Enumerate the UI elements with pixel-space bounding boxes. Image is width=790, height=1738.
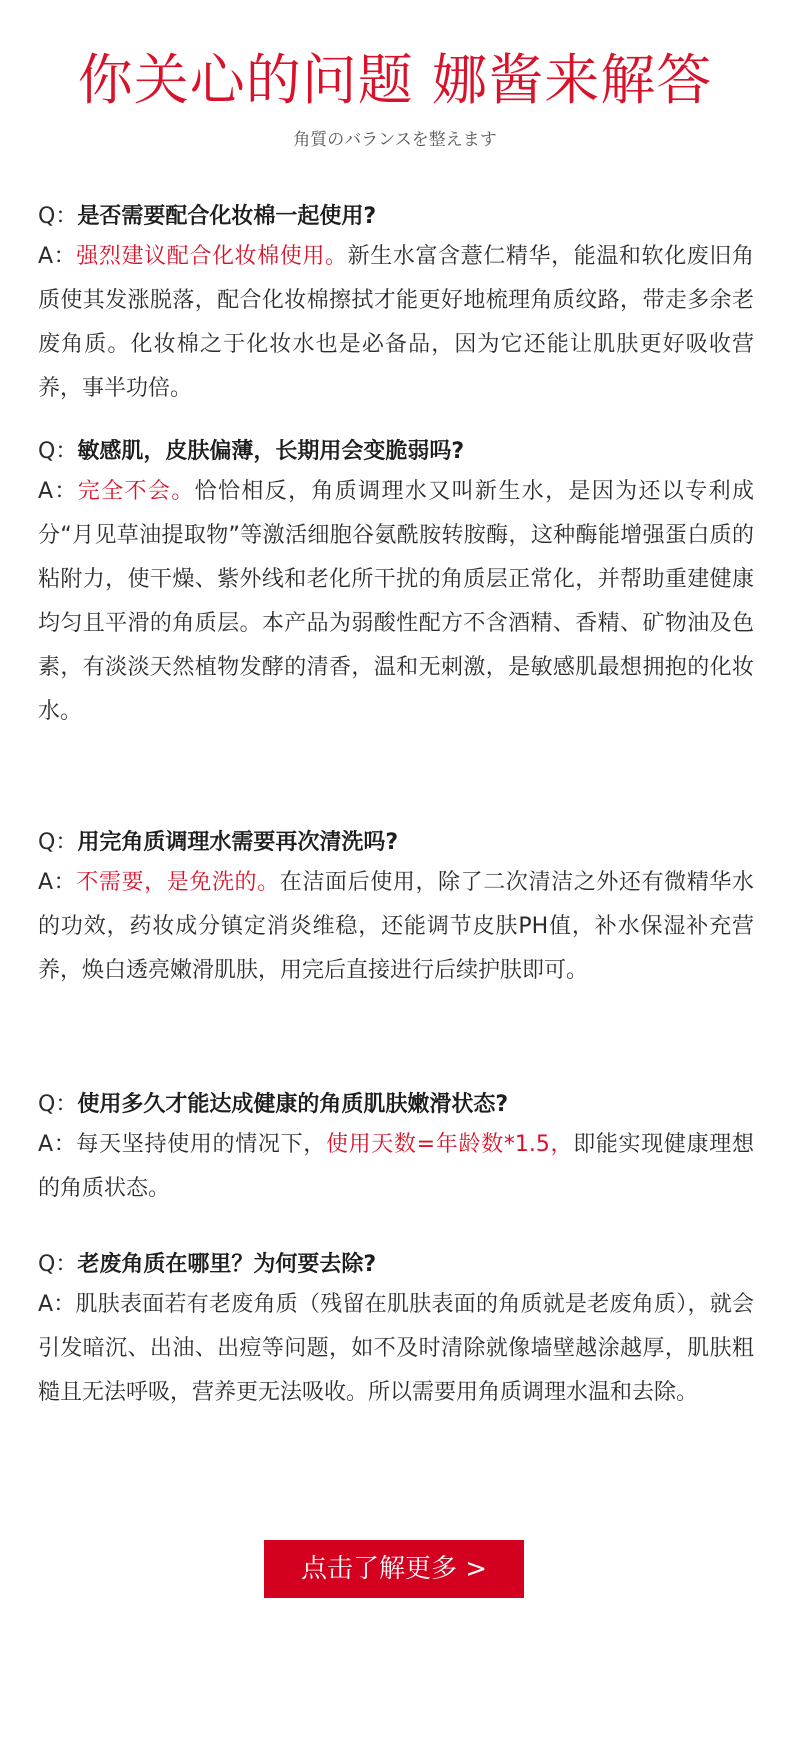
question-text: 使用多久才能达成健康的角质肌肤嫩滑状态? (77, 1092, 509, 1117)
question-prefix: Q： (38, 204, 78, 229)
answer-highlight: 使用天数=年龄数*1.5， (325, 1132, 574, 1157)
learn-more-button[interactable]: 点击了解更多 > (264, 1540, 524, 1598)
faq-answer (38, 470, 754, 734)
faq-question (38, 202, 754, 232)
question-text: 敏感肌，皮肤偏薄，长期用会变脆弱吗? (77, 439, 465, 464)
answer-text: 即能实现健康理想的角质状态。 (38, 1132, 754, 1201)
faq-item (38, 828, 754, 993)
page-title: 你关心的问题 娜酱来解答 (77, 48, 713, 112)
question-prefix: Q： (38, 830, 78, 855)
question-prefix: Q： (38, 1252, 78, 1277)
faq-question (38, 1090, 754, 1120)
answer-highlight: 不需要，是免洗的。 (76, 870, 280, 895)
faq-question (38, 437, 754, 467)
faq-answer (38, 1123, 754, 1211)
question-text: 老废角质在哪里？为何要去除? (77, 1252, 377, 1277)
answer-prefix: A： (38, 1292, 76, 1317)
faq-question (38, 828, 754, 858)
faq-item (38, 437, 754, 734)
faq-answer (38, 1283, 754, 1415)
answer-highlight: 完全不会。 (77, 479, 195, 504)
faq-answer (38, 861, 754, 993)
answer-prefix: A： (38, 244, 77, 269)
answer-text: 恰恰相反，角质调理水又叫新生水，是因为还以专利成分“月见草油提取物”等激活细胞谷氨酰胺转胺酶，这种酶能增强蛋白质的粘附力，使干燥、紫外线和老化所干扰的角质层正常化，并帮助重建健康均匀且平滑的角质层。本产品为弱酸性配方不含酒精、香精、矿物油及色素，有淡淡天然植物发酵的清香，温和无刺激，是敏感肌最想拥抱的化妆水。 (38, 479, 754, 724)
answer-text: 每天坚持使用的情况下， (76, 1132, 326, 1157)
page-subtitle: 角質のバランスを整えます (293, 130, 497, 150)
answer-prefix: A： (38, 479, 78, 504)
answer-prefix: A： (38, 1132, 77, 1157)
faq-item (38, 1090, 754, 1211)
faq-item (38, 1250, 754, 1415)
question-prefix: Q： (38, 1092, 78, 1117)
answer-highlight: 强烈建议配合化妆棉使用。 (76, 244, 348, 269)
answer-text: 在洁面后使用，除了二次清洁之外还有微精华水的功效，药妆成分镇定消炎维稳，还能调节皮肤PH值，补水保湿补充营养，焕白透亮嫩滑肌肤，用完后直接进行后续护肤即可。 (38, 870, 754, 983)
answer-text: 新生水富含薏仁精华，能温和软化废旧角质使其发涨脱落，配合化妆棉擦拭才能更好地梳理角质纹路，带走多余老废角质。化妆棉之于化妆水也是必备品，因为它还能让肌肤更好吸收营养，事半功倍。 (38, 244, 754, 401)
answer-text: 肌肤表面若有老废角质（残留在肌肤表面的角质就是老废角质），就会引发暗沉、出油、出痘等问题，如不及时清除就像墙壁越涂越厚，肌肤粗糙且无法呼吸，营养更无法吸收。所以需要用角质调理水温和去除。 (38, 1292, 754, 1405)
question-prefix: Q： (38, 439, 78, 464)
question-text: 用完角质调理水需要再次清洗吗? (77, 830, 399, 855)
faq-item (38, 202, 754, 411)
answer-prefix: A： (38, 870, 77, 895)
faq-answer (38, 235, 754, 411)
faq-question (38, 1250, 754, 1280)
question-text: 是否需要配合化妆棉一起使用? (77, 204, 377, 229)
